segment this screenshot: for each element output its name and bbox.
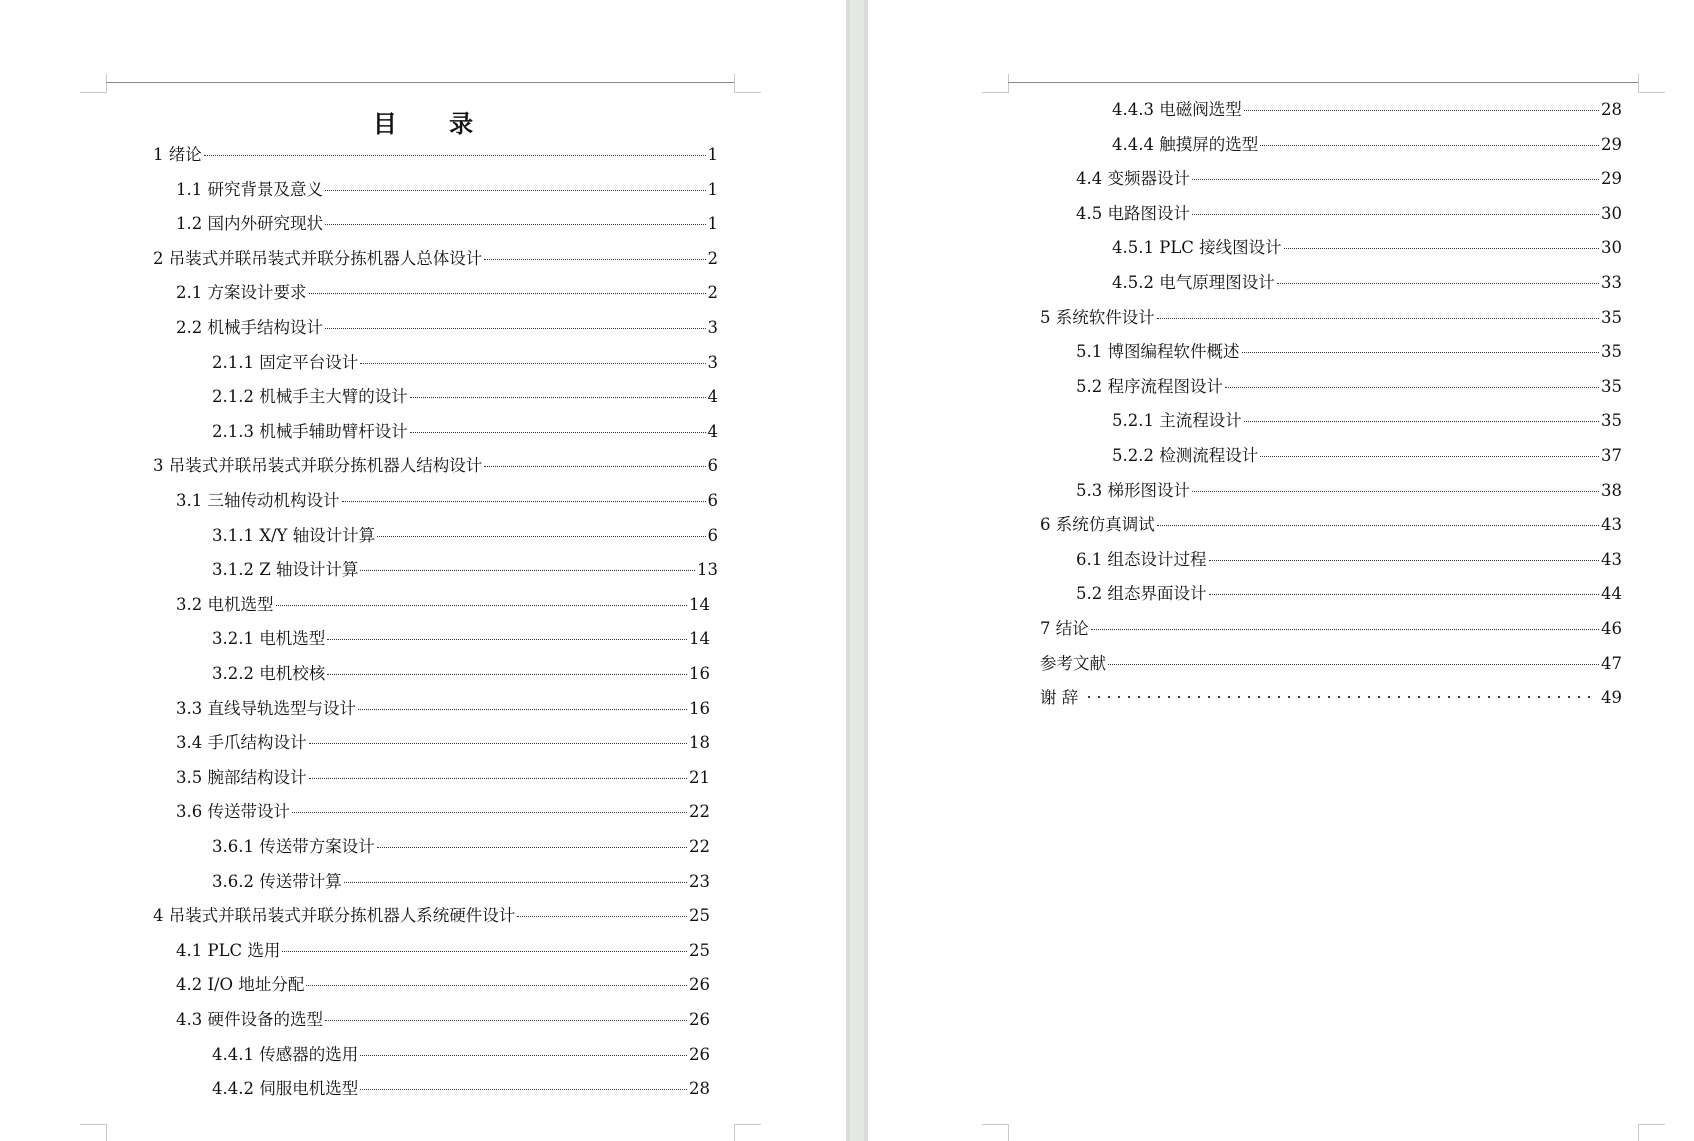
toc-entry-label: 2.1.1 固定平台设计 — [212, 352, 359, 372]
toc-entry[interactable] — [1076, 338, 1622, 368]
toc-entry[interactable] — [1112, 442, 1622, 472]
toc-leader-dots — [1192, 491, 1599, 492]
toc-entry-page-number: 4 — [707, 421, 718, 441]
toc-entry-page-number: 30 — [1601, 203, 1622, 223]
toc-entry-label: 1 绪论 — [153, 145, 202, 164]
crop-mark-top-right — [734, 74, 761, 93]
toc-entry-page-number: 23 — [689, 871, 710, 891]
toc-entry[interactable] — [212, 868, 710, 898]
toc-leader-dots — [360, 570, 695, 571]
toc-entry[interactable] — [1040, 511, 1622, 541]
toc-entry[interactable] — [176, 764, 710, 794]
toc-leader-dots — [306, 985, 687, 986]
toc-leader-dots — [1225, 387, 1599, 388]
toc-entry[interactable] — [1076, 165, 1622, 195]
toc-entry-label: 3.6 传送带设计 — [176, 802, 290, 822]
toc-entry-page-number: 29 — [1601, 169, 1622, 189]
toc-entry-label: 6.1 组态设计过程 — [1076, 549, 1207, 569]
toc-leader-dots — [327, 674, 687, 675]
toc-entry-label: 3.1.1 X/Y 轴设计计算 — [212, 525, 376, 545]
toc-leader-dots — [204, 155, 706, 156]
toc-entry-page-number: 47 — [1601, 653, 1622, 673]
toc-leader-dots — [344, 882, 687, 883]
toc-leader-dots — [1209, 594, 1600, 595]
toc-entry[interactable] — [1076, 477, 1622, 507]
toc-entry[interactable] — [212, 522, 718, 552]
toc-entry[interactable] — [212, 625, 710, 655]
crop-mark-top-right — [1638, 74, 1665, 93]
toc-leader-dots — [327, 639, 687, 640]
toc-entry-label: 2.2 机械手结构设计 — [176, 318, 323, 337]
toc-entry[interactable] — [1112, 131, 1622, 161]
toc-leader-dots — [1084, 693, 1595, 699]
toc-entry-page-number: 28 — [1601, 100, 1622, 119]
toc-entry-page-number: 25 — [689, 940, 710, 960]
toc-entry-page-number: 6 — [707, 491, 718, 510]
toc-entry-page-number: 28 — [689, 1079, 710, 1099]
toc-entry-label: 4.4.3 电磁阀选型 — [1112, 100, 1242, 119]
toc-entry-label: 4.5.2 电气原理图设计 — [1112, 273, 1275, 292]
header-rule — [1008, 82, 1638, 83]
left-document-page — [0, 0, 846, 1141]
toc-entry-label: 5 系统软件设计 — [1040, 307, 1155, 327]
toc-entry-page-number: 3 — [707, 352, 718, 372]
toc-leader-dots — [1157, 318, 1599, 319]
toc-entry-page-number: 43 — [1601, 515, 1622, 535]
toc-entry-page-number: 26 — [689, 1010, 710, 1029]
toc-entry[interactable] — [212, 833, 710, 863]
toc-leader-dots — [325, 1020, 687, 1021]
toc-leader-dots — [1209, 560, 1600, 561]
toc-entry-page-number: 35 — [1601, 411, 1622, 431]
toc-entry-label: 参考文献 — [1040, 653, 1106, 673]
toc-entry-page-number: 14 — [689, 594, 710, 614]
toc-entry-page-number: 21 — [689, 767, 710, 787]
toc-leader-dots — [1091, 629, 1599, 630]
toc-entry-page-number: 3 — [707, 318, 718, 337]
toc-entry-label: 2 吊装式并联吊装式并联分拣机器人总体设计 — [153, 248, 483, 268]
toc-entry-label: 7 结论 — [1040, 619, 1089, 638]
crop-mark-bottom-right — [1638, 1124, 1665, 1141]
toc-entry[interactable] — [153, 141, 718, 171]
toc-entry-page-number: 35 — [1601, 342, 1622, 362]
toc-leader-dots — [360, 1089, 687, 1090]
toc-entry[interactable] — [176, 798, 710, 828]
toc-entry-label: 3.2 电机选型 — [176, 594, 274, 614]
toc-entry-label: 2.1 方案设计要求 — [176, 283, 307, 303]
toc-leader-dots — [1244, 110, 1599, 111]
toc-leader-dots — [1277, 283, 1599, 284]
toc-leader-dots — [484, 466, 705, 467]
crop-mark-bottom-left — [982, 1124, 1009, 1141]
toc-entry[interactable] — [153, 452, 718, 482]
toc-entry-page-number: 18 — [689, 733, 710, 753]
toc-entry[interactable] — [212, 660, 710, 690]
toc-entry-page-number: 29 — [1601, 134, 1622, 154]
toc-entry-label: 3.3 直线导轨选型与设计 — [176, 698, 356, 718]
toc-entry-page-number: 43 — [1601, 549, 1622, 569]
toc-entry-label: 5.2.1 主流程设计 — [1112, 411, 1242, 431]
toc-entry-label: 谢 辞 — [1040, 688, 1079, 708]
toc-entry-label: 4.2 I/O 地址分配 — [176, 975, 305, 995]
toc-entry-page-number: 35 — [1601, 307, 1622, 327]
toc-entry-page-number: 2 — [707, 248, 718, 268]
toc-entry[interactable] — [176, 176, 718, 206]
toc-entry-page-number: 6 — [707, 525, 718, 545]
toc-entry-label: 3.2.1 电机选型 — [212, 629, 326, 649]
page-gutter — [846, 0, 868, 1141]
toc-leader-dots — [360, 1055, 687, 1056]
toc-leader-dots — [325, 224, 706, 225]
toc-leader-dots — [1157, 525, 1599, 526]
toc-leader-dots — [1192, 214, 1599, 215]
crop-mark-top-left — [80, 74, 107, 93]
toc-entry[interactable] — [1040, 650, 1622, 680]
toc-entry[interactable] — [176, 729, 710, 759]
toc-entry[interactable] — [176, 279, 718, 309]
toc-entry[interactable] — [1112, 407, 1622, 437]
toc-entry-page-number: 4 — [707, 387, 718, 407]
toc-leader-dots — [360, 363, 705, 364]
toc-entry-page-number: 35 — [1601, 376, 1622, 396]
toc-leader-dots — [517, 916, 687, 917]
toc-entry-page-number: 1 — [707, 214, 718, 234]
toc-entry-label: 3.6.1 传送带方案设计 — [212, 837, 375, 856]
toc-leader-dots — [1192, 179, 1599, 180]
toc-entry-page-number: 16 — [689, 698, 710, 718]
toc-entry-page-number: 33 — [1601, 273, 1622, 292]
toc-entry-page-number: 1 — [707, 179, 718, 199]
toc-leader-dots — [309, 743, 688, 744]
right-document-page — [868, 0, 1694, 1141]
toc-entry[interactable] — [1040, 304, 1622, 334]
toc-entry-page-number: 44 — [1601, 584, 1622, 604]
toc-entry[interactable] — [176, 314, 718, 344]
toc-entry-page-number: 37 — [1601, 446, 1622, 465]
toc-entry-label: 4.3 硬件设备的选型 — [176, 1010, 323, 1029]
toc-leader-dots — [410, 397, 706, 398]
toc-leader-dots — [484, 259, 705, 260]
crop-mark-bottom-right — [734, 1124, 761, 1141]
toc-leader-dots — [309, 778, 688, 779]
toc-entry[interactable] — [212, 383, 718, 413]
toc-entry[interactable] — [176, 937, 710, 967]
toc-entry[interactable] — [212, 349, 718, 379]
toc-entry-label: 3.1.2 Z 轴设计计算 — [212, 560, 359, 580]
toc-entry-label: 6 系统仿真调试 — [1040, 515, 1155, 535]
crop-mark-bottom-left — [80, 1124, 107, 1141]
toc-leader-dots — [325, 328, 706, 329]
header-rule — [106, 82, 734, 83]
toc-leader-dots — [1284, 248, 1599, 249]
toc-leader-dots — [325, 190, 706, 191]
toc-entry[interactable] — [212, 418, 718, 448]
toc-entry-label: 4.4 变频器设计 — [1076, 169, 1190, 189]
toc-entry[interactable] — [212, 1041, 710, 1071]
toc-entry-label: 4.4.2 伺服电机选型 — [212, 1079, 359, 1099]
toc-entry[interactable] — [1076, 546, 1622, 576]
toc-entry-page-number: 6 — [707, 456, 718, 476]
toc-leader-dots — [309, 293, 706, 294]
toc-leader-dots — [342, 501, 706, 502]
crop-mark-top-left — [982, 74, 1009, 93]
toc-entry-label: 2.1.3 机械手辅助臂杆设计 — [212, 421, 408, 441]
toc-entry[interactable] — [1112, 234, 1622, 264]
toc-entry-page-number: 25 — [689, 906, 710, 926]
toc-entry[interactable] — [212, 1075, 710, 1105]
toc-entry[interactable] — [1112, 269, 1622, 299]
toc-leader-dots — [377, 536, 705, 537]
toc-entry-page-number: 46 — [1601, 619, 1622, 638]
toc-entry-label: 3.2.2 电机校核 — [212, 664, 326, 683]
toc-entry-page-number: 49 — [1601, 688, 1622, 708]
toc-entry-label: 1.2 国内外研究现状 — [176, 214, 323, 234]
toc-leader-dots — [1260, 145, 1599, 146]
toc-entry-page-number: 26 — [689, 1044, 710, 1064]
toc-leader-dots — [358, 709, 687, 710]
toc-entry-page-number: 14 — [689, 629, 710, 649]
toc-entry[interactable] — [1076, 373, 1622, 403]
toc-entry-label: 4.5.1 PLC 接线图设计 — [1112, 238, 1282, 258]
toc-entry-label: 1.1 研究背景及意义 — [176, 179, 323, 199]
toc-leader-dots — [1108, 664, 1599, 665]
toc-leader-dots — [276, 605, 688, 606]
toc-entry[interactable] — [176, 591, 710, 621]
toc-entry[interactable] — [212, 556, 718, 586]
toc-entry-label: 4.4.1 传感器的选用 — [212, 1044, 359, 1064]
toc-leader-dots — [292, 812, 687, 813]
toc-leader-dots — [1242, 352, 1600, 353]
toc-entry-page-number: 22 — [689, 837, 710, 856]
toc-entry-label: 3.6.2 传送带计算 — [212, 871, 342, 891]
toc-entry[interactable] — [176, 1006, 710, 1036]
toc-entry-page-number: 22 — [689, 802, 710, 822]
toc-entry-label: 4.4.4 触摸屏的选型 — [1112, 134, 1259, 154]
toc-leader-dots — [282, 951, 687, 952]
toc-entry-label: 4.1 PLC 选用 — [176, 940, 281, 960]
toc-entry-label: 3.1 三轴传动机构设计 — [176, 491, 340, 510]
toc-entry[interactable] — [176, 210, 718, 240]
toc-leader-dots — [1244, 421, 1599, 422]
toc-entry-page-number: 2 — [707, 283, 718, 303]
toc-entry-page-number: 30 — [1601, 238, 1622, 258]
toc-entry-page-number: 38 — [1601, 480, 1622, 500]
toc-entry[interactable] — [153, 902, 710, 932]
toc-entry[interactable] — [1076, 200, 1622, 230]
toc-leader-dots — [1260, 456, 1599, 457]
toc-entry-page-number: 16 — [689, 664, 710, 683]
toc-entry-label: 2.1.2 机械手主大臂的设计 — [212, 387, 408, 407]
toc-entry[interactable] — [153, 245, 718, 275]
toc-entry[interactable] — [1076, 580, 1622, 610]
toc-leader-dots — [410, 432, 706, 433]
toc-entry-label: 4 吊装式并联吊装式并联分拣机器人系统硬件设计 — [153, 906, 516, 926]
toc-entry-page-number: 1 — [707, 145, 718, 164]
toc-entry-label: 5.2.2 检测流程设计 — [1112, 446, 1259, 465]
toc-title: 目 录 — [372, 110, 496, 138]
toc-entry-label: 5.3 梯形图设计 — [1076, 480, 1190, 500]
toc-entry-page-number: 26 — [689, 975, 710, 995]
toc-leader-dots — [377, 847, 687, 848]
toc-entry-label: 3.4 手爪结构设计 — [176, 733, 307, 753]
toc-entry-label: 5.2 组态界面设计 — [1076, 584, 1207, 604]
toc-entry[interactable] — [1040, 615, 1622, 645]
toc-entry[interactable] — [176, 971, 710, 1001]
toc-entry[interactable] — [176, 695, 710, 725]
toc-entry-label: 5.2 程序流程图设计 — [1076, 376, 1223, 396]
toc-entry-label: 4.5 电路图设计 — [1076, 203, 1190, 223]
toc-entry[interactable] — [1112, 96, 1622, 126]
toc-entry[interactable] — [176, 487, 718, 517]
toc-entry-label: 5.1 博图编程软件概述 — [1076, 342, 1240, 362]
toc-entry-label: 3.5 腕部结构设计 — [176, 767, 307, 787]
toc-entry-page-number: 13 — [697, 560, 718, 580]
toc-entry[interactable] — [1040, 684, 1622, 714]
toc-entry-label: 3 吊装式并联吊装式并联分拣机器人结构设计 — [153, 456, 483, 476]
